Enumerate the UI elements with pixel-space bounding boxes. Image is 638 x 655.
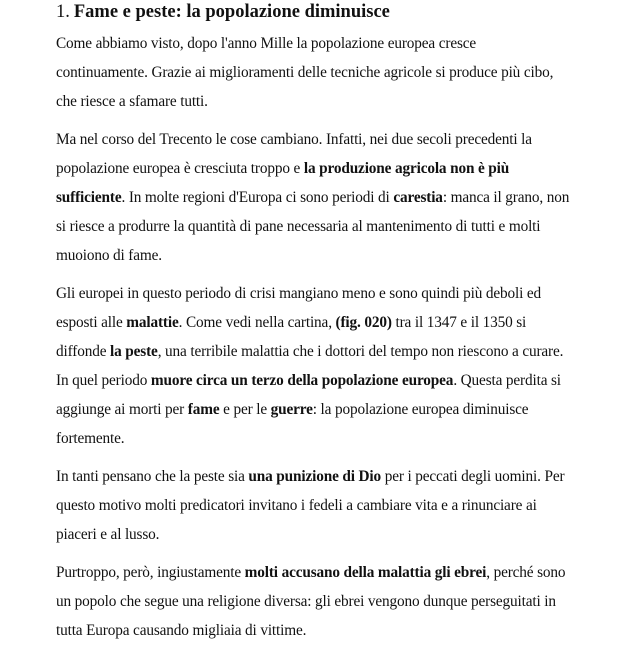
paragraph-line: continuamente. Grazie ai miglioramenti delle tecniche agricole si produce più cibo,: [56, 64, 554, 81]
text-run: popolazione europea è cresciuta troppo e: [56, 160, 304, 177]
text-run: Purtroppo, però, ingiustamente: [56, 564, 245, 581]
bold-term: malattie: [126, 314, 179, 331]
text-run: diffonde: [56, 343, 111, 360]
paragraph-line: si riesce a produrre la quantità di pane necessaria al mantenimento di tutti e molti: [56, 218, 541, 235]
paragraph-line: che riesce a sfamare tutti.: [56, 93, 208, 110]
bold-term: una punizione di Dio: [248, 468, 382, 485]
bold-term: molti accusano della malattia gli ebrei: [244, 564, 487, 581]
paragraph-line: tutta Europa causando migliaia di vittime.: [56, 622, 307, 639]
section-number: 1.: [56, 2, 70, 22]
text-run: : manca il grano, non: [442, 189, 570, 206]
paragraph-line: [56, 183, 636, 212]
paragraph-2: [56, 125, 636, 270]
text-run: : la popolazione europea diminuisce: [312, 401, 529, 418]
text-run: In tanti pensano che la peste sia: [56, 468, 249, 485]
text-run: esposti alle: [56, 314, 127, 331]
paragraph-line: questo motivo molti predicatori invitano i fedeli a cambiare vita e a rinunciare ai: [56, 497, 537, 514]
bold-term: la produzione agricola non è più: [303, 160, 510, 177]
paragraph-line: [56, 395, 636, 424]
paragraph-1: [56, 29, 636, 116]
text-run: . Come vedi nella cartina,: [178, 314, 336, 331]
paragraph-line: muoiono di fame.: [56, 247, 162, 264]
text-run: . Questa perdita si: [453, 372, 561, 389]
paragraph-line: un popolo che segue una religione diversa: gli ebrei vengono dunque perseguitati in: [56, 593, 556, 610]
figure-reference: (fig. 020): [335, 314, 392, 331]
text-run: . In molte regioni d'Europa ci sono periodi di: [121, 189, 394, 206]
bold-term: la peste: [110, 343, 158, 360]
paragraph-line: [56, 462, 636, 491]
text-run: tra il 1347 e il 1350 si: [391, 314, 527, 331]
text-run: In quel periodo: [56, 372, 151, 389]
text-run: e per le: [219, 401, 271, 418]
bold-term: guerre: [270, 401, 313, 418]
paragraph-line: [56, 366, 636, 395]
paragraph-4: [56, 462, 636, 549]
paragraph-5: [56, 558, 636, 645]
bold-term: muore circa un terzo della popolazione europea: [150, 372, 454, 389]
bold-term: fame: [187, 401, 220, 418]
text-run: aggiunge ai morti per: [56, 401, 188, 418]
section-title: Fame e peste: la popolazione diminuisce: [73, 2, 390, 22]
paragraph-line: [56, 154, 636, 183]
paragraph-line: piaceri e al lusso.: [56, 526, 160, 543]
text-run: per i peccati degli uomini. Per: [381, 468, 565, 485]
bold-term: carestia: [393, 189, 443, 206]
paragraph-line: [56, 558, 636, 587]
bold-term: sufficiente: [56, 189, 122, 206]
section-heading: [56, 0, 638, 23]
text-run: , perché sono: [486, 564, 566, 581]
paragraph-line: fortemente.: [56, 430, 125, 447]
paragraph-3: [56, 279, 636, 453]
paragraph-line: Ma nel corso del Trecento le cose cambiano. Infatti, nei due secoli precedenti la: [56, 131, 532, 148]
paragraph-line: Gli europei in questo periodo di crisi mangiano meno e sono quindi più deboli ed: [56, 285, 542, 302]
paragraph-line: [56, 337, 636, 366]
paragraph-line: Come abbiamo visto, dopo l'anno Mille la popolazione europea cresce: [56, 35, 477, 52]
text-run: , una terribile malattia che i dottori del tempo non riescono a curare.: [157, 343, 564, 360]
paragraph-line: [56, 308, 636, 337]
